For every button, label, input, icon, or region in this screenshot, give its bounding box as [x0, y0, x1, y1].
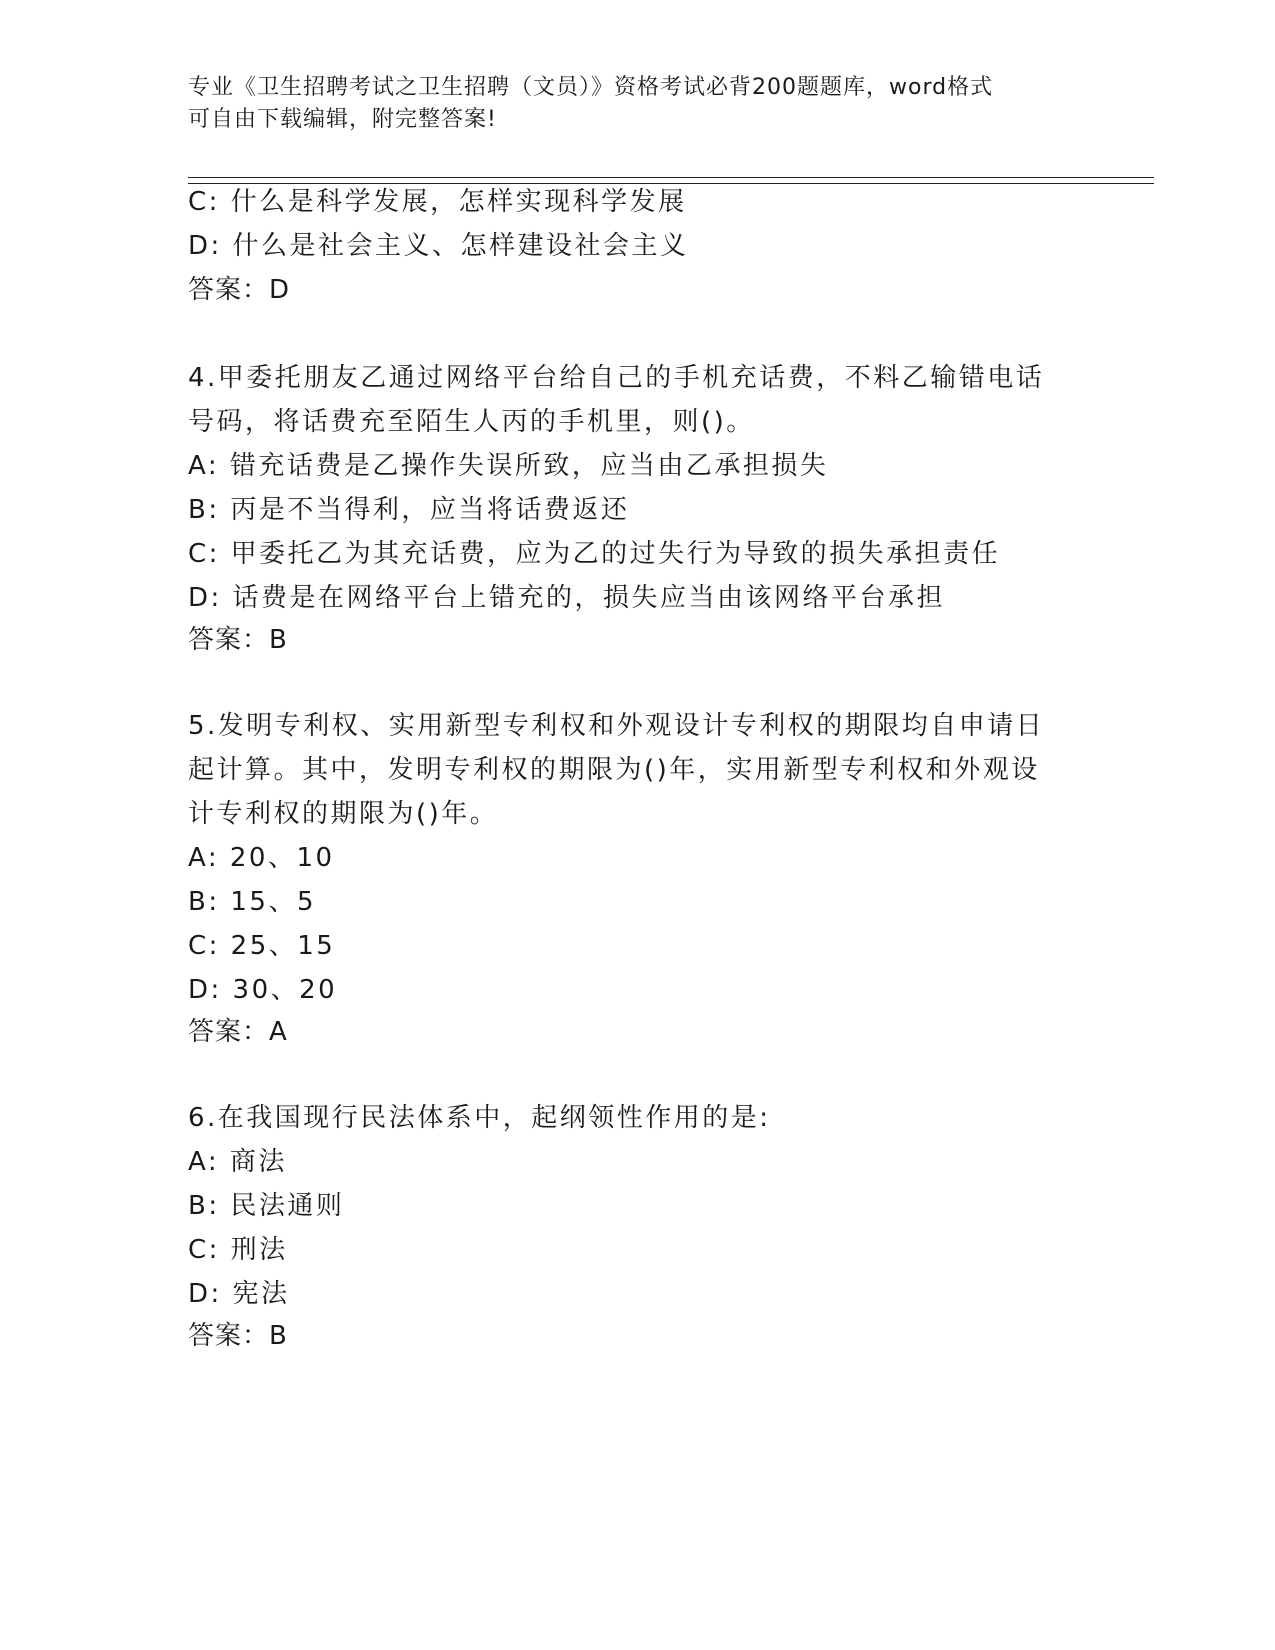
q4-option-d: D: 话费是在网络平台上错充的，损失应当由该网络平台承担: [188, 583, 946, 613]
q5-answer: 答案：A: [188, 1017, 288, 1047]
q3-answer: 答案：D: [188, 275, 291, 305]
q6-stem-line-1: 6.在我国现行民法体系中，起纲领性作用的是:: [188, 1103, 771, 1133]
q4-stem-line-2: 号码，将话费充至陌生人丙的手机里，则()。: [188, 407, 755, 437]
header-divider-top: [188, 177, 1154, 178]
header-line-1: 专业《卫生招聘考试之卫生招聘（文员）》资格考试必背200题题库，word格式: [188, 75, 994, 100]
q3-option-d: D: 什么是社会主义、怎样建设社会主义: [188, 231, 689, 261]
q4-option-b: B: 丙是不当得利，应当将话费返还: [188, 495, 630, 525]
q4-option-c: C: 甲委托乙为其充话费，应为乙的过失行为导致的损失承担责任: [188, 539, 1001, 569]
q6-answer: 答案：B: [188, 1321, 288, 1351]
q5-stem-line-3: 计专利权的期限为()年。: [188, 799, 499, 829]
q5-stem-line-1: 5.发明专利权、实用新型专利权和外观设计专利权的期限均自申请日: [188, 711, 1045, 741]
q3-option-c: C: 什么是科学发展，怎样实现科学发展: [188, 187, 687, 217]
document-header: [188, 72, 1068, 136]
q5-option-a: A: 20、10: [188, 843, 335, 873]
q4-stem-line-1: 4.甲委托朋友乙通过网络平台给自己的手机充话费，不料乙输错电话: [188, 363, 1045, 393]
q5-option-b: B: 15、5: [188, 887, 316, 917]
q4-answer: 答案：B: [188, 625, 288, 655]
q6-option-b: B: 民法通则: [188, 1191, 345, 1221]
q4-option-a: A: 错充话费是乙操作失误所致，应当由乙承担损失: [188, 451, 829, 481]
q5-option-c: C: 25、15: [188, 931, 336, 961]
q5-stem-line-2: 起计算。其中，发明专利权的期限为()年，实用新型专利权和外观设: [188, 755, 1040, 785]
q6-option-d: D: 宪法: [188, 1279, 290, 1309]
q5-option-d: D: 30、20: [188, 975, 338, 1005]
header-line-2: 可自由下载编辑，附完整答案!: [188, 107, 497, 132]
header-divider-bottom: [188, 183, 1154, 184]
q6-option-c: C: 刑法: [188, 1235, 288, 1265]
q6-option-a: A: 商法: [188, 1147, 287, 1177]
